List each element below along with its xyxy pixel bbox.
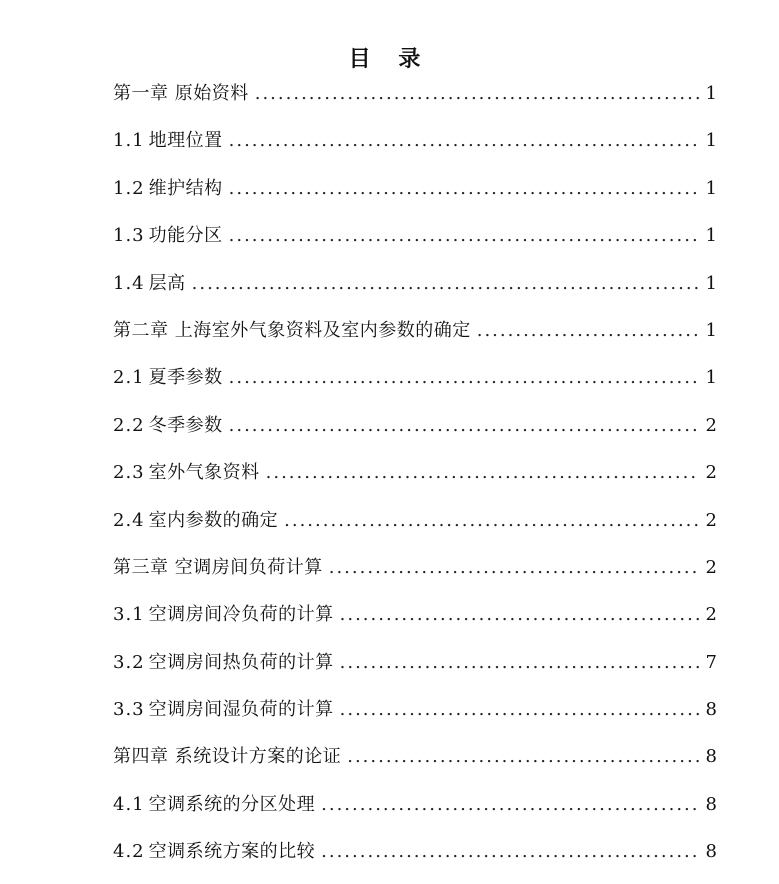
- toc-entry-title: 室外气象资料: [148, 462, 260, 484]
- toc-page-number: 1: [705, 83, 717, 104]
- toc-page-number: 8: [705, 793, 717, 815]
- toc-entry[interactable]: [113, 599, 717, 646]
- dot-leader: [284, 505, 699, 537]
- dot-leader: [192, 268, 699, 300]
- toc-entry-title: 层高: [148, 272, 186, 294]
- dot-leader: [321, 789, 699, 821]
- dot-leader: [347, 741, 699, 773]
- toc-entry[interactable]: [113, 457, 717, 504]
- toc-page-number: 1: [705, 177, 717, 199]
- dot-leader: [266, 457, 699, 489]
- toc-section-number: 2.4: [113, 509, 145, 531]
- dot-leader: [229, 220, 699, 252]
- dot-leader: [329, 552, 699, 584]
- table-of-contents: [113, 78, 717, 884]
- toc-entry[interactable]: [113, 505, 717, 552]
- dot-leader: [340, 694, 699, 726]
- toc-entry-title: 冬季参数: [148, 414, 223, 436]
- dot-leader: [477, 315, 699, 347]
- toc-page-number: 2: [705, 462, 717, 484]
- toc-page-number: 1: [705, 272, 717, 294]
- toc-section-number: 3.2: [113, 651, 145, 673]
- toc-section-number: 1.3: [113, 225, 145, 247]
- toc-entry-title: 第二章 上海室外气象资料及室内参数的确定: [113, 319, 471, 341]
- toc-entry[interactable]: [113, 836, 717, 883]
- toc-page-number: 8: [705, 746, 717, 768]
- toc-entry-title: 空调系统方案的比较: [148, 841, 316, 863]
- toc-entry[interactable]: [113, 789, 717, 836]
- toc-entry-title: 功能分区: [148, 225, 223, 247]
- dot-leader: [321, 836, 699, 868]
- toc-section-number: 1.4: [113, 272, 145, 294]
- toc-entry[interactable]: [113, 268, 717, 315]
- toc-entry[interactable]: [113, 647, 717, 694]
- toc-entry-title: 第一章 原始资料: [113, 83, 249, 104]
- toc-entry[interactable]: [113, 78, 717, 125]
- toc-page-number: 1: [705, 225, 717, 247]
- toc-entry[interactable]: [113, 694, 717, 741]
- dot-leader: [340, 647, 699, 679]
- toc-entry-title: 夏季参数: [148, 367, 223, 389]
- toc-entry[interactable]: [113, 552, 717, 599]
- toc-entry[interactable]: [113, 315, 717, 362]
- toc-entry[interactable]: [113, 410, 717, 457]
- toc-entry-title: 维护结构: [148, 177, 223, 199]
- toc-entry-title: 空调房间热负荷的计算: [148, 651, 334, 673]
- toc-page-number: 8: [705, 699, 717, 721]
- toc-page-number: 2: [705, 604, 717, 626]
- toc-entry-title: 第三章 空调房间负荷计算: [113, 556, 323, 578]
- toc-entry-title: 第四章 系统设计方案的论证: [113, 746, 342, 768]
- toc-section-number: 3.3: [113, 699, 145, 721]
- toc-page-number: 1: [705, 130, 717, 152]
- dot-leader: [340, 599, 699, 631]
- toc-entry[interactable]: [113, 362, 717, 409]
- toc-entry[interactable]: [113, 741, 717, 788]
- toc-entry-title: 空调房间湿负荷的计算: [148, 699, 334, 721]
- toc-page-number: 1: [705, 319, 717, 341]
- toc-title: 目 录: [348, 46, 431, 72]
- toc-page-number: 8: [705, 841, 717, 863]
- dot-leader: [255, 78, 699, 110]
- toc-section-number: 4.2: [113, 841, 145, 863]
- toc-entry-title: 地理位置: [148, 130, 223, 152]
- dot-leader: [229, 125, 699, 157]
- dot-leader: [229, 410, 699, 442]
- toc-section-number: 2.2: [113, 414, 145, 436]
- toc-page-number: 1: [705, 367, 717, 389]
- dot-leader: [229, 362, 699, 394]
- toc-page-number: 2: [705, 556, 717, 578]
- toc-page-number: 7: [705, 651, 717, 673]
- toc-entry-title: 空调房间冷负荷的计算: [148, 604, 334, 626]
- toc-section-number: 4.1: [113, 793, 145, 815]
- dot-leader: [229, 173, 699, 205]
- toc-entry[interactable]: [113, 220, 717, 267]
- toc-entry-title: 室内参数的确定: [148, 509, 279, 531]
- toc-section-number: 2.1: [113, 367, 145, 389]
- toc-section-number: 3.1: [113, 604, 145, 626]
- toc-section-number: 1.2: [113, 177, 145, 199]
- toc-section-number: 1.1: [113, 130, 145, 152]
- toc-section-number: 2.3: [113, 462, 145, 484]
- toc-page-number: 2: [705, 414, 717, 436]
- toc-entry[interactable]: [113, 173, 717, 220]
- toc-entry-title: 空调系统的分区处理: [148, 793, 316, 815]
- toc-entry[interactable]: [113, 125, 717, 172]
- toc-page-number: 2: [705, 509, 717, 531]
